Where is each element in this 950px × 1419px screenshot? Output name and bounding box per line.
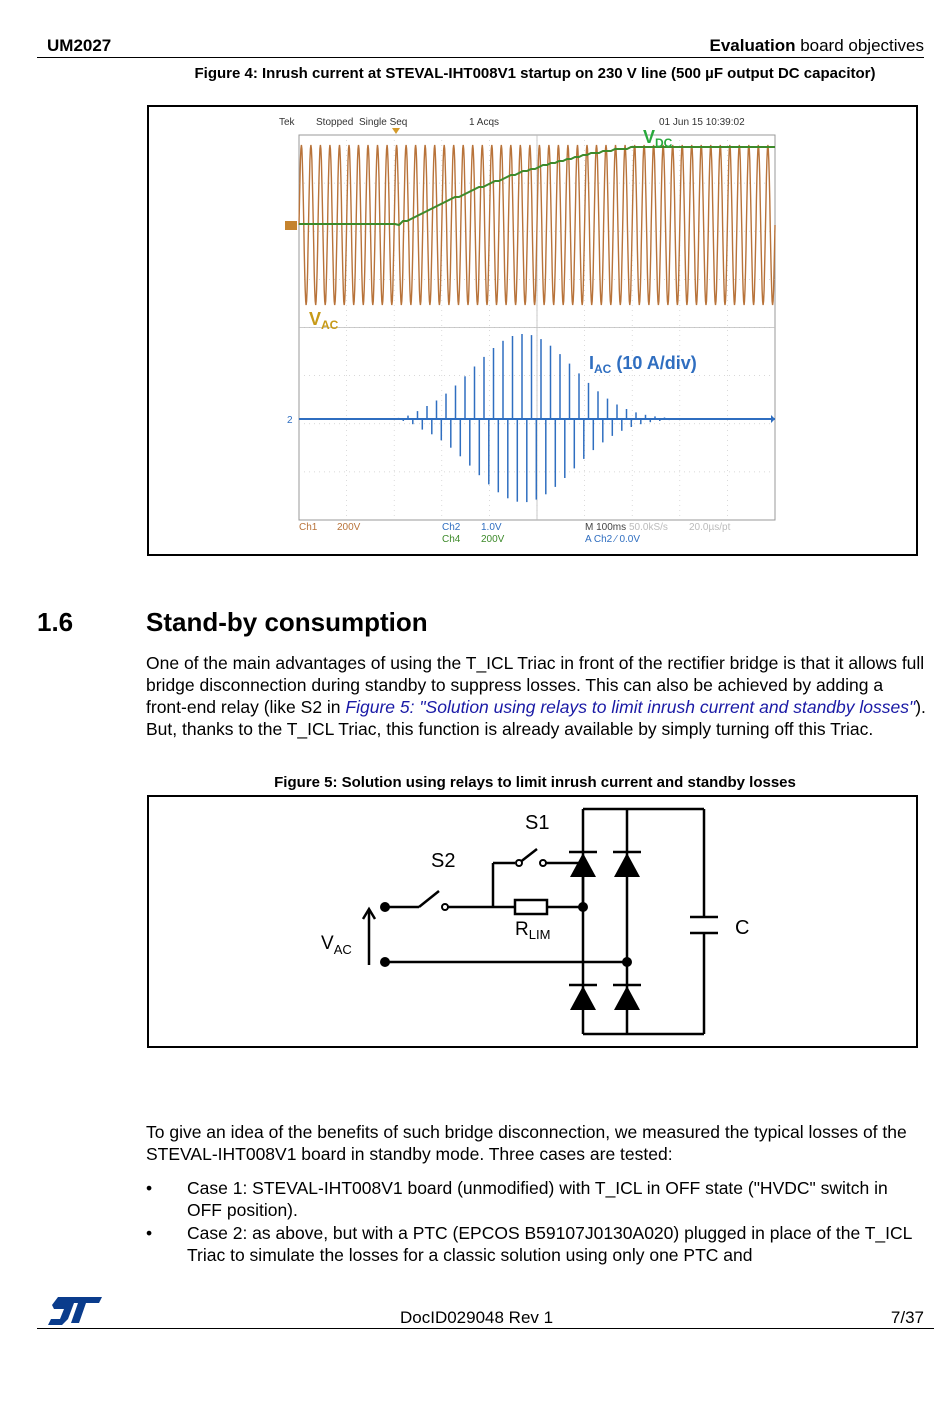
trigger-readout: A Ch2 ⁄ 0.0V xyxy=(585,534,641,545)
resolution-readout: 20.0µs/pt xyxy=(689,522,731,533)
header-section xyxy=(710,36,925,56)
s1-label: S1 xyxy=(525,812,550,834)
relay-schematic xyxy=(149,797,916,1046)
para1-text-b: ). But, thanks to the T_ICL Triac, this function is already available by simply turning off this Triac. xyxy=(146,697,926,739)
list-item: • Case 2: as above, but with a PTC (EPCOS B59107J0130A020) plugged in place of the T_ICL Triac to simulate the losses for a classic solution using only one PTC and xyxy=(146,1223,912,1265)
ch4-readout: Ch4 xyxy=(442,534,461,545)
list-item-text: Case 1: STEVAL-IHT008V1 board (unmodified) with T_ICL in OFF state ("HVDC" switch in OFF position). xyxy=(187,1178,888,1220)
node-bridge-left xyxy=(578,902,588,912)
s2-switch-blade xyxy=(419,891,439,907)
st-logo-icon xyxy=(48,1297,102,1325)
scope-brand: Tek xyxy=(279,117,295,128)
list-item: • Case 1: STEVAL-IHT008V1 board (unmodified) with T_ICL in OFF state ("HVDC" switch in OFF position). xyxy=(146,1178,888,1220)
figure5-frame xyxy=(147,795,918,1048)
diode-d2 xyxy=(614,853,640,877)
ch1-readout: Ch1 xyxy=(299,522,318,533)
header-section-rest: board objectives xyxy=(795,36,924,55)
capacitor-label: C xyxy=(735,917,750,939)
paragraph-measurement: To give an idea of the benefits of such bridge disconnection, we measured the typical losses of the STEVAL-IHT008V1 board in standby mode. Three cases are tested: xyxy=(146,1122,907,1164)
ch1-ground-marker xyxy=(285,221,297,230)
vdc-label: $V_{DC}$ xyxy=(643,127,673,150)
vac-label: $V_{AC}$ xyxy=(309,309,339,332)
vac-label: $V_{AC}$ xyxy=(321,933,352,957)
header-section-bold: Evaluation xyxy=(709,36,796,55)
scope-mode: Single Seq xyxy=(359,117,408,128)
para1-text-a: One of the main advantages of using the T_ICL Triac in front of the rectifier bridge is that it allows full bridge disconnection during standby to suppress losses. This can also be achieved by adding a front-end relay (like S2 in xyxy=(146,653,925,717)
s2-label: S2 xyxy=(431,850,456,872)
figure4-caption: Figure 4: Inrush current at STEVAL-IHT008V1 startup on 230 V line (500 µF output DC capacitor) xyxy=(194,65,876,82)
page-header xyxy=(37,36,924,58)
ch2-ground-marker: 2 xyxy=(287,415,293,426)
section-title: Stand-by consumption xyxy=(146,607,428,637)
scope-acqs: 1 Acqs xyxy=(469,117,500,128)
figure5-link[interactable]: Figure 5: "Solution using relays to limit inrush current and standby losses" xyxy=(345,697,916,717)
ch4-scale: 200V xyxy=(481,534,505,545)
oscilloscope-capture xyxy=(149,107,916,554)
figure5-caption: Figure 5: Solution using relays to limit inrush current and standby losses xyxy=(274,774,796,791)
figure4-frame xyxy=(147,105,918,556)
scope-datetime: 01 Jun 15 10:39:02 xyxy=(659,117,745,128)
case-list xyxy=(146,1177,926,1267)
node-bridge-right xyxy=(622,957,632,967)
sample-rate-readout: 50.0kS/s xyxy=(629,522,668,533)
section-number: 1.6 xyxy=(37,607,74,637)
rlim-resistor xyxy=(515,900,547,914)
timebase-readout: M 100ms xyxy=(585,522,627,533)
ch2-scale: 1.0V xyxy=(481,522,502,533)
footer-page-number: 7/37 xyxy=(890,1308,924,1327)
paragraph-standby-intro xyxy=(146,652,926,740)
list-item-text: Case 2: as above, but with a PTC (EPCOS B59107J0130A020) plugged in place of the T_ICL Triac to simulate the losses for a classic solution using only one PTC and xyxy=(187,1223,912,1265)
node-input-bottom xyxy=(380,957,390,967)
node-input-top xyxy=(380,902,390,912)
diode-d1 xyxy=(570,853,596,877)
page-footer xyxy=(37,1308,934,1329)
footer-doc-id: DocID029048 Rev 1 xyxy=(400,1308,554,1327)
diode-d3 xyxy=(570,986,596,1010)
ch2-readout: Ch2 xyxy=(442,522,461,533)
rlim-label: $R_{LIM}$ xyxy=(515,919,551,942)
doc-id: UM2027 xyxy=(47,36,112,55)
ch1-scale: 200V xyxy=(337,522,361,533)
iac-label: $I_{AC}$ (10 A/div) xyxy=(589,353,697,376)
scope-status: Stopped xyxy=(316,117,354,128)
diode-d4 xyxy=(614,986,640,1010)
